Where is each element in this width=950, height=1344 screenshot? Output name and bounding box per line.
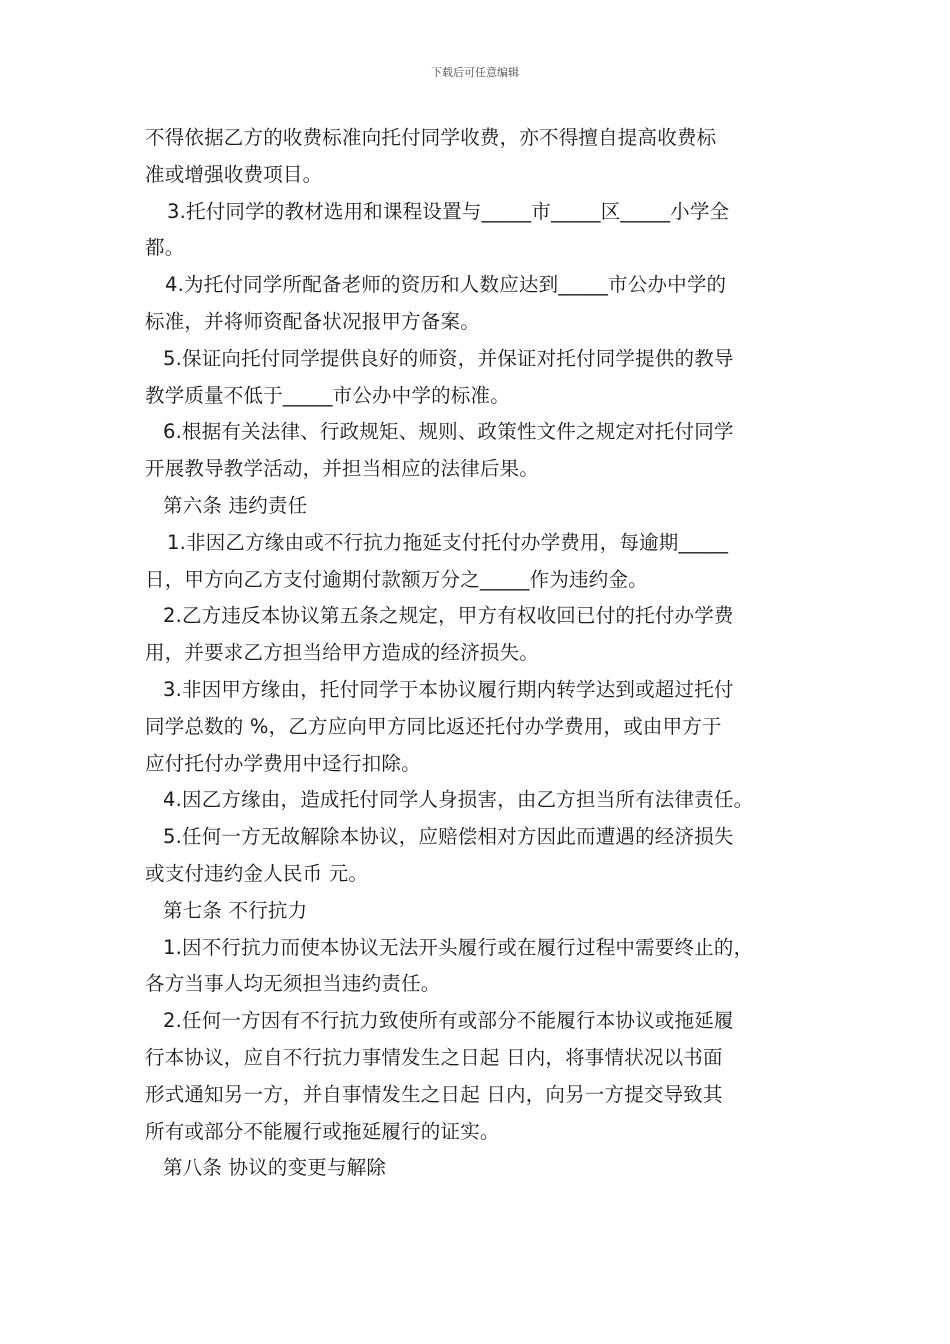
text-line: 准或增强收费项目。 (145, 162, 323, 186)
text-line: 第七条 不行抗力 (163, 898, 308, 922)
text-line: 2.乙方违反本协议第五条之规定，甲方有权收回已付的托付办学费 (163, 604, 734, 628)
text-line: 同学总数的 %，乙方应向甲方同比返还托付办学费用，或由甲方于 (145, 714, 722, 738)
text-line: 4.为托付同学所配备老师的资历和人数应达到_____市公办中学的 (165, 273, 727, 297)
text-line: 第六条 违约责任 (163, 493, 308, 517)
text-line: 4.因乙方缘由，造成托付同学人身损害，由乙方担当所有法律责任。 (163, 788, 754, 812)
text-line: 1.因不行抗力而使本协议无法开头履行或在履行过程中需要终止的， (163, 935, 754, 959)
text-line: 2.任何一方因有不行抗力致使所有或部分不能履行本协议或拖延履 (163, 1009, 734, 1033)
page-header: 下载后可任意编辑 (431, 66, 519, 79)
text-line: 各方当事人均无须担当违约责任。 (145, 972, 441, 996)
text-line: 用，并要求乙方担当给甲方造成的经济损失。 (145, 641, 540, 665)
document-body (145, 120, 815, 1187)
text-line: 3.托付同学的教材选用和课程设置与_____市_____区_____小学全 (167, 199, 730, 223)
text-line: 或支付违约金人民币 元。 (145, 861, 369, 885)
text-line: 应付托付办学费用中迳行扣除。 (145, 751, 421, 775)
text-line: 形式通知另一方，并自事情发生之日起 日内，向另一方提交导致其 (145, 1082, 723, 1106)
text-line: 5.任何一方无故解除本协议，应赔偿相对方因此而遭遇的经济损失 (163, 825, 734, 849)
text-line: 行本协议，应自不行抗力事情发生之日起 日内，将事情状况以书面 (145, 1045, 723, 1069)
text-line: 1.非因乙方缘由或不行抗力拖延支付托付办学费用，每逾期_____ (167, 530, 729, 554)
text-line: 都。 (145, 236, 185, 260)
text-line: 3.非因甲方缘由，托付同学于本协议履行期内转学达到或超过托付 (163, 677, 734, 701)
text-line: 标准，并将师资配备状况报甲方备案。 (145, 309, 480, 333)
text-line: 6.根据有关法律、行政规矩、规则、政策性文件之规定对托付同学 (163, 420, 734, 444)
text-line: 开展教导教学活动，并担当相应的法律后果。 (145, 457, 540, 481)
text-line: 日，甲方向乙方支付逾期付款额万分之_____作为违约金。 (145, 567, 648, 591)
text-line: 第八条 协议的变更与解除 (163, 1156, 387, 1180)
text-line: 教学质量不低于_____市公办中学的标准。 (145, 383, 510, 407)
text-line: 不得依据乙方的收费标准向托付同学收费，亦不得擅自提高收费标 (145, 126, 717, 149)
text-line: 所有或部分不能履行或拖延履行的证实。 (145, 1119, 500, 1143)
text-line: 5.保证向托付同学提供良好的师资，并保证对托付同学提供的教导 (163, 346, 734, 370)
